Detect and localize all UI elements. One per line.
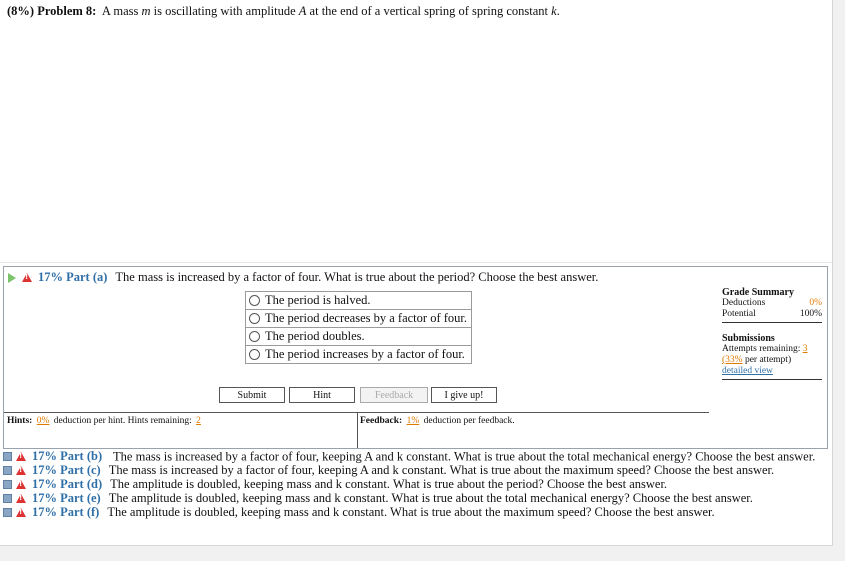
part-c-question: The mass is increased by a factor of four, keeping A and k constant. What is true about the maximum speed? Choose the best answer. (108, 463, 775, 477)
choice-label: The period decreases by a factor of four. (265, 311, 467, 325)
collapse-icon[interactable] (3, 466, 12, 475)
per-attempt-percent: (33% (722, 355, 743, 365)
part-f-question: The amplitude is doubled, keeping mass and k constant. What is true about the maximum speed? Choose the best answer. (107, 505, 715, 519)
section-divider (0, 262, 832, 263)
part-b-label: 17% Part (b) (32, 449, 103, 463)
part-row-c[interactable] (3, 464, 823, 478)
hints-label: Hints: (7, 416, 33, 426)
warning-icon (16, 508, 26, 517)
part-a-box (3, 266, 828, 449)
attempts-label: Attempts remaining: (722, 344, 801, 354)
choice-label: The period is halved. (265, 293, 371, 307)
part-row-e[interactable] (3, 492, 823, 506)
part-a-header[interactable] (8, 270, 598, 285)
part-a-question: The mass is increased by a factor of four. What is true about the period? Choose the best answer. (115, 270, 599, 284)
potential-value: 100% (799, 309, 822, 319)
hint-deduction: 0% (36, 416, 50, 426)
radio-button-icon[interactable] (249, 331, 260, 342)
deductions-value: 0% (809, 298, 822, 308)
radio-button-icon[interactable] (249, 313, 260, 324)
answer-choices (245, 291, 472, 364)
part-row-b[interactable] (3, 449, 823, 464)
grade-divider (722, 379, 822, 380)
feedback-label: Feedback: (360, 416, 403, 426)
part-f-label: 17% Part (f) (32, 505, 100, 519)
part-d-question: The amplitude is doubled, keeping mass and k constant. What is true about the period? Choose the best answer. (110, 477, 668, 491)
grade-divider (722, 322, 822, 323)
part-row-f[interactable] (3, 506, 823, 520)
other-parts-list (3, 449, 823, 520)
warning-icon (16, 452, 26, 461)
feedback-deduction: 1% (406, 416, 420, 426)
choice-option[interactable] (246, 346, 471, 364)
statement-text-3: at the end of a vertical spring of spring constant (309, 4, 549, 18)
problem-statement (7, 4, 560, 19)
potential-label: Potential (722, 309, 756, 319)
part-c-label: 17% Part (c) (32, 463, 101, 477)
amplitude-variable: A (298, 4, 307, 18)
part-e-label: 17% Part (e) (32, 491, 101, 505)
collapse-icon[interactable] (3, 494, 12, 503)
spring-constant-variable: k (551, 4, 557, 18)
radio-button-icon[interactable] (249, 295, 260, 306)
choice-option[interactable] (246, 292, 471, 310)
part-a-label: 17% Part (a) (38, 270, 108, 284)
statement-text-2: is oscillating with amplitude (153, 4, 296, 18)
part-d-label: 17% Part (d) (32, 477, 103, 491)
choice-label: The period doubles. (265, 329, 365, 343)
collapse-icon[interactable] (3, 508, 12, 517)
hints-bar (4, 412, 358, 448)
part-e-question: The amplitude is doubled, keeping mass and k constant. What is true about the total mechanical energy? Choose the best answer. (108, 491, 753, 505)
problem-weight: (8%) (7, 4, 35, 18)
detailed-view-link[interactable]: detailed view (722, 366, 773, 376)
give-up-button[interactable]: I give up! (431, 387, 497, 403)
choice-option[interactable] (246, 310, 471, 328)
problem-title: Problem 8: (37, 4, 97, 18)
statement-text-1: A mass (101, 4, 139, 18)
submit-button[interactable]: Submit (219, 387, 285, 403)
radio-button-icon[interactable] (249, 349, 260, 360)
expand-arrow-icon[interactable] (8, 273, 16, 283)
feedback-deduction-text: deduction per feedback. (423, 416, 515, 426)
collapse-icon[interactable] (3, 480, 12, 489)
submissions-title: Submissions (722, 333, 775, 344)
choice-option[interactable] (246, 328, 471, 346)
deductions-label: Deductions (722, 298, 766, 308)
part-row-d[interactable] (3, 478, 823, 492)
mass-variable: m (141, 4, 151, 18)
attempts-remaining: 3 (802, 344, 808, 354)
grade-summary (722, 287, 822, 382)
per-attempt-text: per attempt) (744, 355, 792, 365)
choice-label: The period increases by a factor of four. (265, 347, 465, 361)
hint-button[interactable]: Hint (289, 387, 355, 403)
collapse-icon[interactable] (3, 452, 12, 461)
statement-text-4: . (556, 4, 560, 18)
part-b-question: The mass is increased by a factor of four, keeping A and k constant. What is true about the total mechanical energy? Choose the best answer. (113, 449, 816, 464)
hints-remaining: 2 (196, 416, 201, 426)
feedback-bar (357, 412, 709, 448)
grade-summary-title: Grade Summary (722, 287, 794, 298)
hint-deduction-text: deduction per hint. Hints remaining: (53, 416, 192, 426)
warning-icon (22, 273, 32, 282)
feedback-button: Feedback (360, 387, 428, 403)
warning-icon (16, 466, 26, 475)
warning-icon (16, 494, 26, 503)
warning-icon (16, 480, 26, 489)
